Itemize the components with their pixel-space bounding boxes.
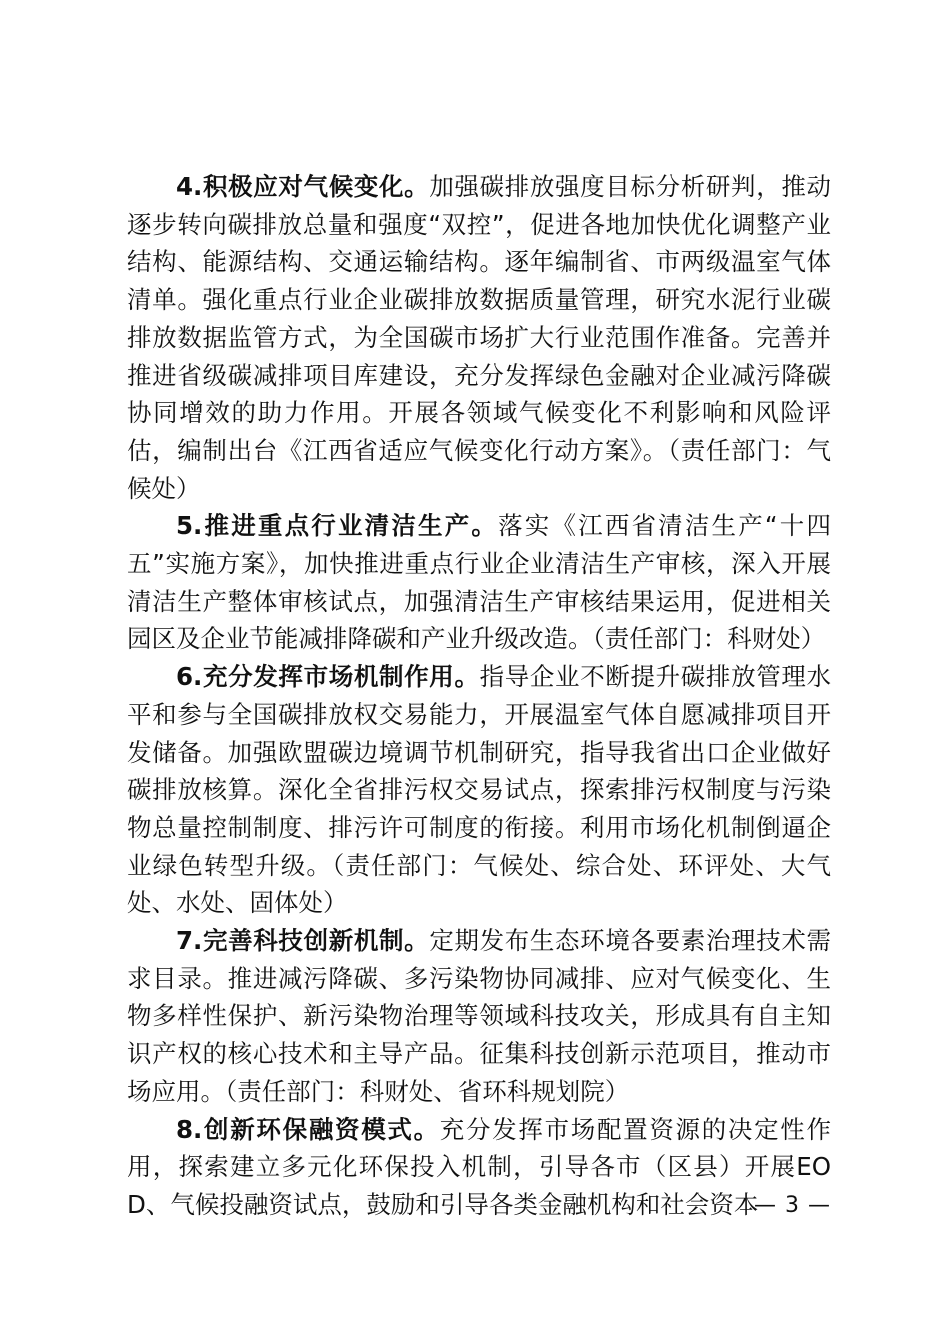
paragraph-text: 充分发挥市场配置资源的决定性作用，探索建立多元化环保投入机制，引导各市（区县）开展EOD、气候投融资试点，鼓励和引导各类金融机构和社会资本 [127,1114,832,1219]
page-number: — 3 — [754,1193,831,1218]
paragraph-heading: 5.推进重点行业清洁生产。 [176,511,499,541]
paragraph-text: 定期发布生态环境各要素治理技术需求目录。推进减污降碳、多污染物协同减排、应对气候变化、生物多样性保护、新污染物治理等领域科技攻关，形成具有自主知识产权的核心技术和主导产品。征集科技创新示范项目，推动市场应用。（责任部门：科财处、省环科规划院） [127,926,831,1106]
paragraph-text: 落实《江西省清洁生产“十四五”实施方案》，加快推进重点行业企业清洁生产审核，深入开展清洁生产整体审核试点，加强清洁生产审核结果运用，促进相关园区及企业节能减排降碳和产业升级改造。（责任部门：科财处） [127,511,831,654]
paragraph-7 [127,922,831,1111]
paragraph-4 [127,168,831,507]
paragraph-5 [127,507,831,658]
paragraph-heading: 4.积极应对气候变化。 [176,172,430,201]
paragraph-6 [127,658,831,922]
paragraph-heading: 8.创新环保融资模式。 [176,1114,440,1144]
paragraph-heading: 6.充分发挥市场机制作用。 [176,662,480,692]
paragraph-text: 加强碳排放强度目标分析研判，推动逐步转向碳排放总量和强度“双控”，促进各地加快优化调整产业结构、能源结构、交通运输结构。逐年编制省、市两级温室气体清单。强化重点行业企业碳排放数据质量管理，研究水泥行业碳排放数据监管方式，为全国碳市场扩大行业范围作准备。完善并推进省级碳减排项目库建设，充分发挥绿色金融对企业减污降碳协同增效的助力作用。开展各领域气候变化不利影响和风险评估，编制出台《江西省适应气候变化行动方案》。（责任部门：气候处） [127,172,831,503]
paragraph-text: 指导企业不断提升碳排放管理水平和参与全国碳排放权交易能力，开展温室气体自愿减排项目开发储备。加强欧盟碳边境调节机制研究，指导我省出口企业做好碳排放核算。深化全省排污权交易试点，探索排污权制度与污染物总量控制制度、排污许可制度的衔接。利用市场化机制倒逼企业绿色转型升级。（责任部门：气候处、综合处、环评处、大气处、水处、固体处） [127,662,832,918]
paragraph-heading: 7.完善科技创新机制。 [176,926,430,956]
document-body [127,168,831,1224]
